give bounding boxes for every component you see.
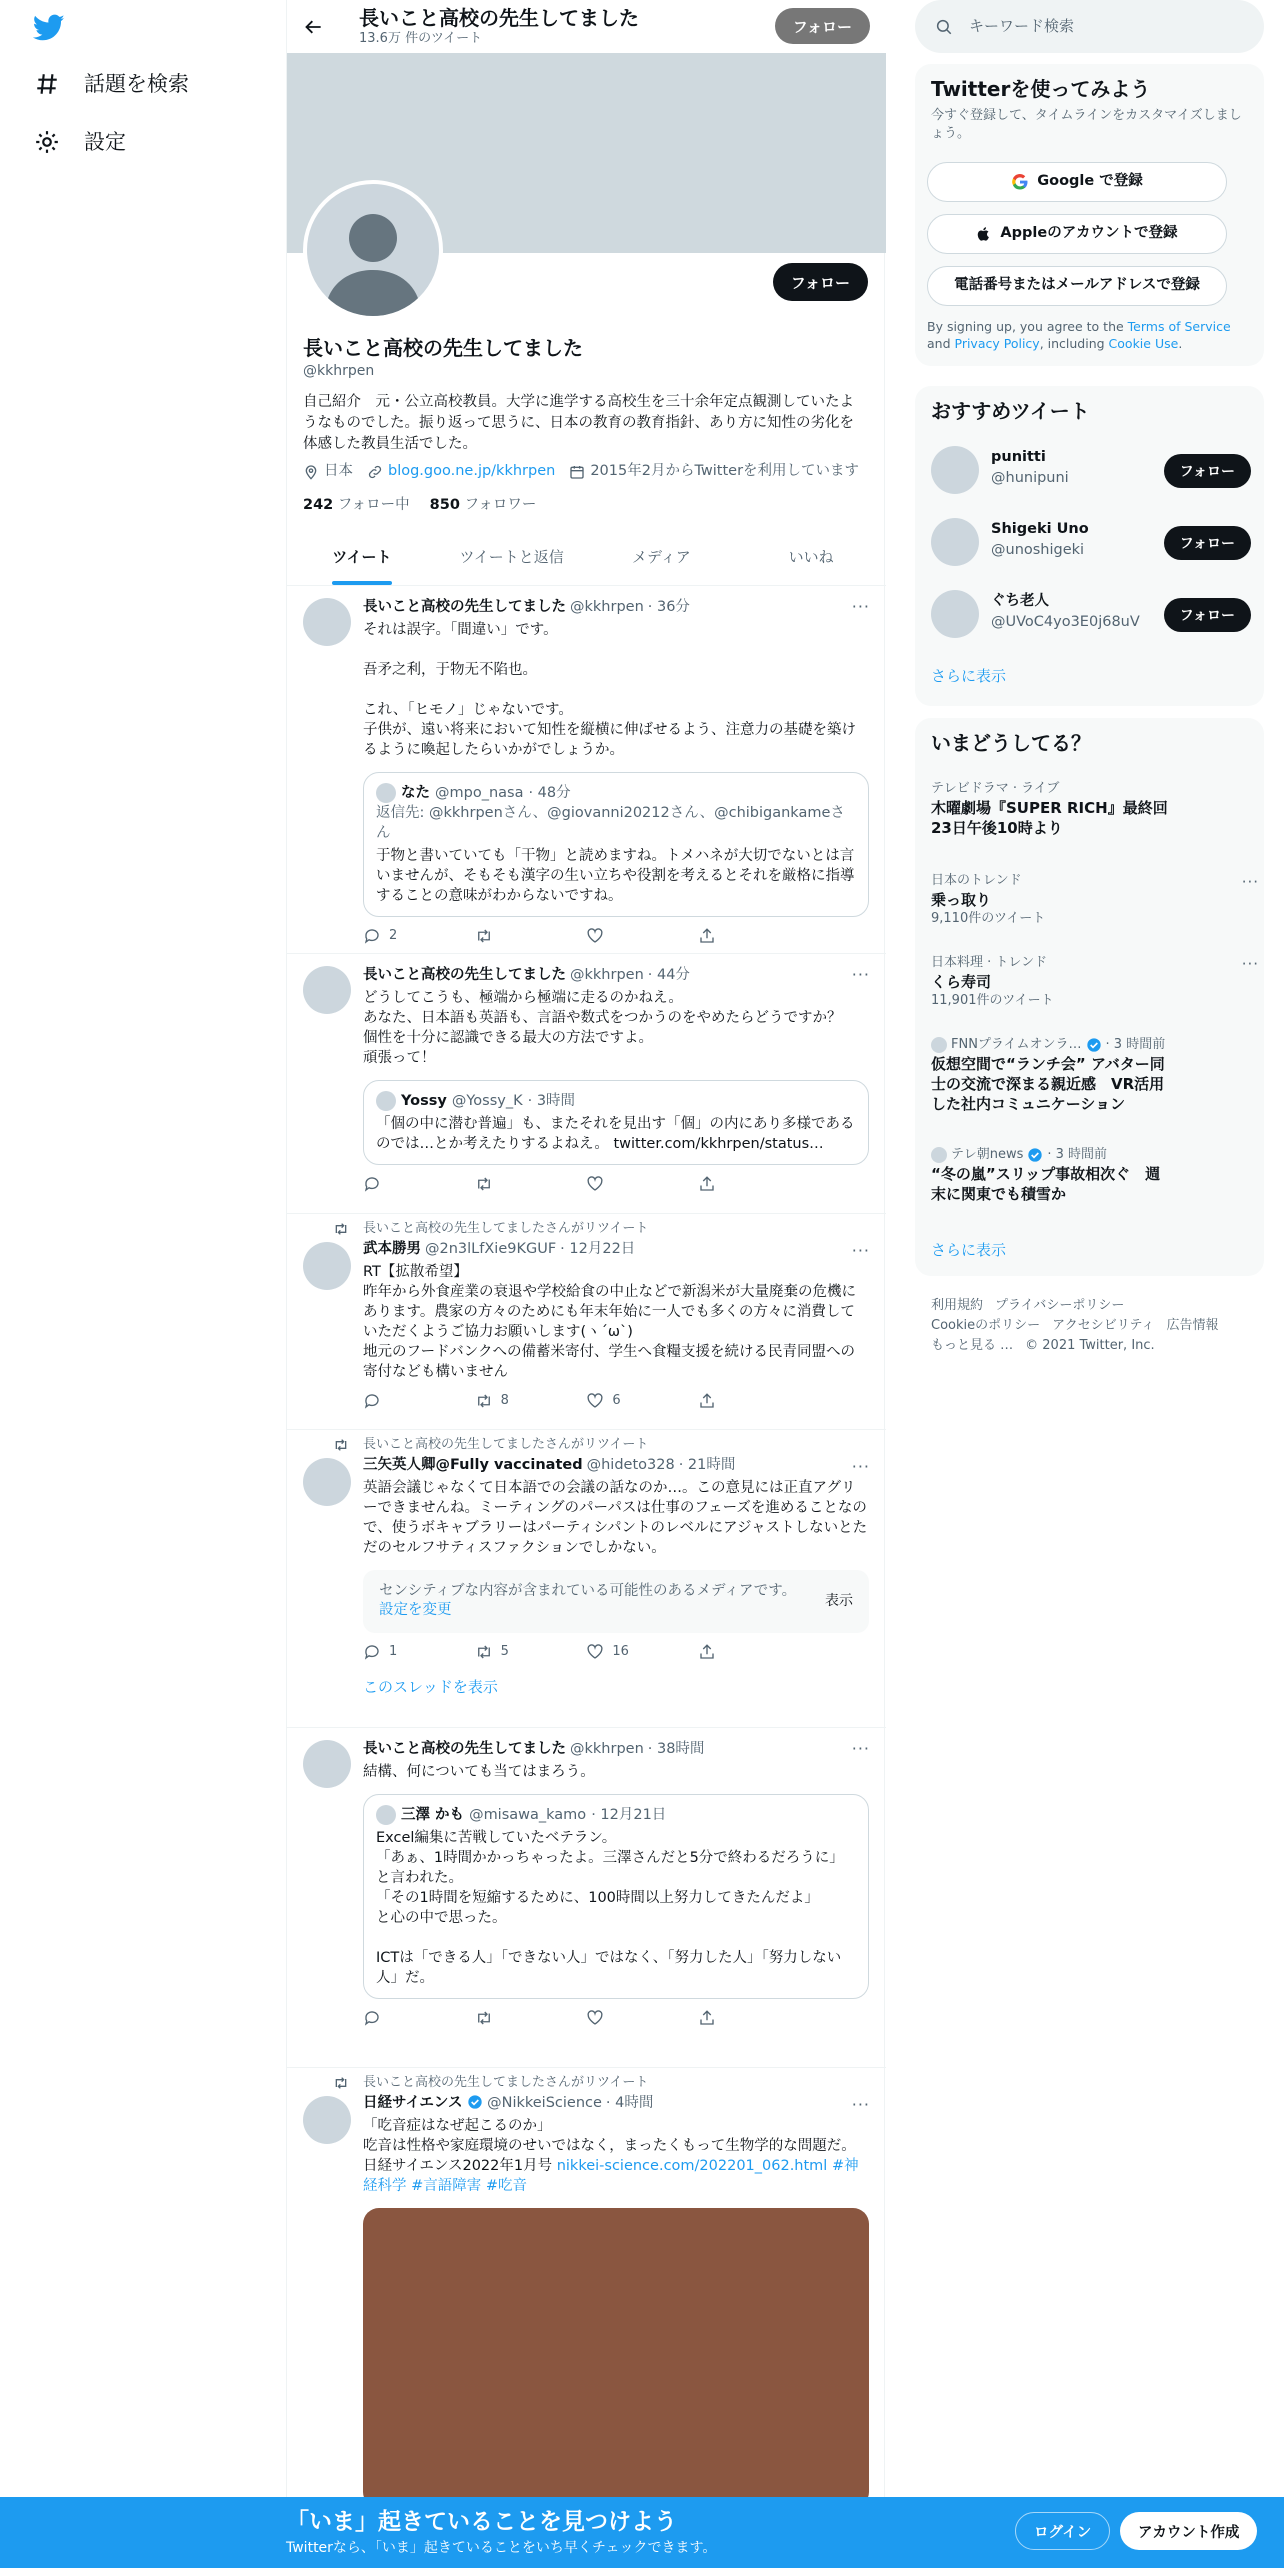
more-icon[interactable]: ··· <box>851 965 870 984</box>
reply-count: 1 <box>389 1643 398 1659</box>
share-icon <box>698 1643 716 1661</box>
news-item[interactable] <box>931 1146 1251 1204</box>
tweet-link[interactable]: nikkei-science.com/202201_062.html <box>556 2157 828 2174</box>
retweet-button[interactable] <box>475 1392 565 1410</box>
heart-icon <box>586 1643 604 1661</box>
tweet-body <box>363 966 869 1193</box>
recommended-handle: @UVoC4yo3E0j68uV <box>991 614 1140 630</box>
quote-header <box>376 783 856 803</box>
quote-header <box>376 1091 856 1111</box>
tweet-header <box>363 2094 869 2114</box>
location-pin-icon <box>303 464 319 480</box>
apple-signup-button[interactable] <box>927 214 1227 254</box>
tweet-author[interactable]: 武本勝男 <box>363 1241 421 1257</box>
trend-item[interactable] <box>931 954 1259 1009</box>
sensitive-message: センシティブな内容が含まれている可能性のあるメディアです。 <box>379 1582 797 1599</box>
tweet-handle[interactable]: @NikkeiScience <box>487 2095 602 2111</box>
tweet-author[interactable]: 三矢英人卿@Fully vaccinated <box>363 1457 583 1473</box>
quote-time: · 12月21日 <box>591 1806 667 1823</box>
news-source-avatar <box>931 1037 947 1053</box>
profile-column <box>286 0 885 2568</box>
tweet-body <box>363 1240 869 1410</box>
quote-header <box>376 1805 856 1825</box>
tab-likes[interactable]: いいね <box>788 548 834 567</box>
tweet-header <box>363 966 869 986</box>
tweet-author[interactable]: 長いこと高校の先生してました <box>363 967 566 983</box>
recommended-show-more[interactable]: さらに表示 <box>931 667 1007 685</box>
profile-name: 長いこと高校の先生してました <box>303 336 583 360</box>
recommended-user[interactable] <box>931 514 1251 570</box>
more-icon[interactable]: ··· <box>851 1457 870 1476</box>
cookie-use-link[interactable]: Cookie Use <box>1108 336 1179 351</box>
tweet-text: それは誤字。「間違い」です。 吾矛之利，于物无不陷也。 これ、「ヒモノ」じゃないです。 子供が、遠い将来において知性を縦横に伸ばせるよう、注意力の基礎を築けるように喚起したらいかがでしょうか。 <box>363 621 856 758</box>
follow-button[interactable]: フォロー <box>1164 454 1251 488</box>
share-icon <box>698 927 716 945</box>
phone-email-signup-label: 電話番号またはメールアドレスで登録 <box>954 277 1200 294</box>
reply-icon <box>363 927 381 945</box>
retweet-label <box>363 2074 648 2092</box>
retweet-icon <box>333 1437 349 1453</box>
tweet-actions <box>363 927 788 945</box>
reply-users: @kkhrpenさん、@giovanni20212さん、@chibigankameさん <box>376 804 845 841</box>
retweet-label <box>363 1436 648 1454</box>
news-time: · 3 時間前 <box>1047 1147 1108 1162</box>
tweet-author[interactable]: 長いこと高校の先生してました <box>363 1741 566 1757</box>
terms-text-4: . <box>1178 336 1183 351</box>
like-button[interactable] <box>586 927 676 945</box>
tweet-media-image[interactable] <box>363 2208 869 2508</box>
privacy-policy-link[interactable]: Privacy Policy <box>954 336 1040 351</box>
trend-context: テレビドラマ · ライブ <box>931 781 1060 796</box>
quote-handle: @misawa_kamo <box>469 1806 587 1823</box>
verified-badge-icon <box>1027 1147 1043 1163</box>
twitter-logo-icon[interactable] <box>33 14 65 42</box>
verified-badge-icon <box>467 2094 483 2110</box>
tweet-time[interactable]: · 21時間 <box>678 1457 736 1473</box>
reply-icon <box>363 2009 381 2027</box>
retweet-button[interactable] <box>475 927 565 945</box>
recommended-title: おすすめツイート <box>931 399 1090 423</box>
retweet-label-text[interactable]: 長いこと高校の先生してましたさんがリツイート <box>363 2075 649 2090</box>
news-time: · 3 時間前 <box>1105 1037 1166 1052</box>
like-button[interactable] <box>586 1175 676 1193</box>
share-button[interactable] <box>698 1392 788 1410</box>
news-source-line <box>931 1036 1251 1054</box>
retweet-icon <box>475 927 493 945</box>
more-icon[interactable]: ··· <box>1241 955 1259 973</box>
footer-link[interactable]: もっと見る … <box>931 1338 1014 1353</box>
search-icon <box>935 18 953 36</box>
reply-button[interactable] <box>363 927 453 945</box>
quote-text <box>376 1114 856 1154</box>
terms-text-2: and <box>927 336 955 351</box>
recommended-name: ぐち老人 <box>991 593 1049 609</box>
quote-avatar <box>376 1091 396 1111</box>
profile-location <box>303 462 353 482</box>
tweet-header <box>363 598 869 618</box>
tweet-time[interactable]: · 38時間 <box>647 1741 705 1757</box>
following-stat[interactable] <box>303 496 410 516</box>
retweet-label-text[interactable]: 長いこと高校の先生してましたさんがリツイート <box>363 1437 649 1452</box>
share-button[interactable] <box>698 927 788 945</box>
quote-text: Excel編集に苦戦していたベテラン。 「あぁ、1時間かかっちゃったよ。三澤さんだと5分で終わるだろうに」 と言われた。 「その1時間を短縮するために、100時間以上努力してきたんだよ」 と心の中で思った。 ICTは「できる人」「できない人」ではなく、「努力した人」「努力しない人」だ。 <box>376 1829 844 1986</box>
news-headline: “冬の嵐”スリップ事故相次ぐ 週末に関東でも積雪か <box>931 1164 1161 1203</box>
search-placeholder: キーワード検索 <box>969 17 1075 36</box>
profile-meta <box>303 462 873 482</box>
reply-button[interactable] <box>363 2009 453 2027</box>
retweet-label-text[interactable]: 長いこと高校の先生してましたさんがリツイート <box>363 1221 649 1236</box>
news-headline: 仮想空間で“ランチ会” アバター同士の交流で深まる親近感 VR活用した社内コミュニケーション <box>931 1054 1165 1113</box>
avatar <box>931 446 979 494</box>
share-icon <box>698 1175 716 1193</box>
quote-time: · 48分 <box>528 784 571 801</box>
tweet-actions <box>363 2009 788 2027</box>
recommended-handle: @hunipuni <box>991 470 1069 486</box>
retweet-icon <box>475 1392 493 1410</box>
signup-bottom-bar <box>0 2497 1284 2568</box>
tweet-handle[interactable]: @kkhrpen <box>570 967 644 983</box>
trends-panel <box>915 718 1264 1276</box>
footer-link[interactable]: Cookieのポリシー <box>931 1318 1041 1333</box>
tweet-time[interactable]: · 44分 <box>647 967 690 983</box>
more-icon[interactable]: ··· <box>851 2095 870 2114</box>
bottom-bar-subtitle: Twitterなら、「いま」起きていることをいち早くチェックできます。 <box>286 2540 717 2556</box>
joined-text: 2015年2月からTwitterを利用しています <box>590 463 860 479</box>
calendar-icon <box>569 464 585 480</box>
footer-link[interactable]: 広告情報 <box>1166 1318 1219 1333</box>
tweet-actions <box>363 1175 788 1193</box>
retweet-button[interactable] <box>475 2009 565 2027</box>
tweet[interactable] <box>287 1430 886 1728</box>
tweet-handle[interactable]: @hideto328 <box>586 1457 675 1473</box>
like-count: 6 <box>612 1392 621 1408</box>
retweet-icon <box>475 1175 493 1193</box>
avatar[interactable] <box>303 1242 351 1290</box>
reply-button[interactable] <box>363 1643 453 1661</box>
follow-button[interactable]: フォロー <box>773 263 868 301</box>
heart-icon <box>586 1175 604 1193</box>
quote-text-plain: 「個の中に潜む普遍」も、またそれを見出す「個」の内にあり多様であるのでは…とか考えたりするよねえ。 <box>376 1115 855 1152</box>
signup-subtitle: 今すぐ登録して、タイムラインをカスタマイズしましょう。 <box>931 108 1242 141</box>
apple-icon <box>976 225 992 243</box>
trend-name: くら寿司 <box>931 972 992 991</box>
recommended-name: Shigeki Uno <box>991 521 1089 537</box>
footer-link[interactable]: アクセシビリティ <box>1052 1318 1155 1333</box>
more-icon[interactable]: ··· <box>851 1241 870 1260</box>
bottom-bar-title: 「いま」起きていることを見つけよう <box>286 2509 677 2535</box>
quote-avatar <box>376 783 396 803</box>
tweet-actions <box>363 1643 788 1661</box>
quote-reply-to <box>376 803 856 843</box>
tweet-body <box>363 2094 869 2508</box>
tweet-time[interactable]: · 4時間 <box>605 2095 654 2111</box>
header-name: 長いこと高校の先生してました <box>359 6 639 30</box>
trend-context: 日本のトレンド <box>931 873 1022 888</box>
trend-context: 日本料理 · トレンド <box>931 955 1048 970</box>
tweet-header <box>363 1456 869 1476</box>
tweet-body <box>363 598 869 945</box>
footer-link[interactable]: プライバシーポリシー <box>995 1298 1125 1313</box>
like-count: 16 <box>612 1643 629 1659</box>
tweet-handle[interactable]: @kkhrpen <box>570 599 644 615</box>
followers-stat[interactable] <box>430 496 537 516</box>
tab-media[interactable]: メディア <box>631 548 691 567</box>
news-source-avatar <box>931 1147 947 1163</box>
signup-button[interactable]: アカウント作成 <box>1120 2512 1257 2550</box>
tweet-handle[interactable]: @kkhrpen <box>570 1741 644 1757</box>
retweet-count: 8 <box>500 1392 509 1408</box>
news-source: FNNプライムオンラ… <box>951 1037 1082 1052</box>
reply-icon <box>363 1643 381 1661</box>
share-icon <box>698 1392 716 1410</box>
nav-explore-label: 話題を検索 <box>84 72 189 96</box>
terms-of-service-link[interactable]: Terms of Service <box>1127 319 1231 334</box>
nav-settings-label: 設定 <box>84 130 126 154</box>
like-button[interactable] <box>586 2009 676 2027</box>
recommended-user[interactable] <box>931 442 1251 498</box>
tweet-time[interactable]: · 12月22日 <box>560 1241 636 1257</box>
trends-title: いまどうしてる？ <box>931 731 1091 755</box>
left-nav <box>0 0 286 2568</box>
follow-button[interactable]: フォロー <box>1164 598 1251 632</box>
quote-author: Yossy <box>401 1092 447 1109</box>
quote-handle: @Yossy_K <box>451 1092 523 1109</box>
followers-count: 850 <box>429 497 460 513</box>
trend-count: 9,110件のツイート <box>931 910 1046 926</box>
trend-count: 11,901件のツイート <box>931 992 1054 1008</box>
news-item[interactable] <box>931 1036 1251 1114</box>
quote-author: 三澤 かも <box>401 1806 465 1823</box>
quote-handle: @mpo_nasa <box>435 784 524 801</box>
tweet-hashtags[interactable]: #神経科学 #言語障害 #吃音 <box>363 2157 859 2194</box>
phone-email-signup-button[interactable] <box>927 266 1227 306</box>
profile-bio: 自己紹介 元・公立高校教員。大学に進学する高校生を三十余年定点観測していたようなものでした。振り返って思うに、日本の教育の教育指針、あり方に知性の劣化を体感した教員生活でした。 <box>303 394 854 452</box>
signup-terms <box>927 318 1252 352</box>
trends-show-more[interactable]: さらに表示 <box>931 1241 1007 1259</box>
retweet-label <box>363 1220 648 1238</box>
header-tweet-count: 13.6万 件のツイート <box>359 31 483 46</box>
trend-item[interactable] <box>931 872 1259 927</box>
login-button[interactable]: ログイン <box>1015 2512 1110 2550</box>
link-icon <box>367 464 383 480</box>
verified-badge-icon <box>1086 1037 1102 1053</box>
avatar[interactable] <box>303 1740 351 1788</box>
nav-explore[interactable] <box>34 70 189 98</box>
tweet[interactable] <box>287 2068 886 2568</box>
tweet[interactable] <box>287 1728 886 2068</box>
quote-avatar <box>376 1805 396 1825</box>
profile-follow-stats <box>303 496 536 516</box>
tweet-text: RT【拡散希望】 昨年から外食産業の衰退や学校給食の中止などで新潟米が大量廃棄の危機にあります。農家の方々のためにも年末年始に一人でも多くの方々に消費していただくようご協力お願いします(ヽ´ω`) 地元のフードバンクへの備蓄米寄付、学生へ食糧支援を続ける民青同盟への寄付なども構いません <box>363 1263 856 1380</box>
arrow-left-icon <box>304 17 324 37</box>
tweet-text <box>363 2116 869 2196</box>
reply-count: 2 <box>389 927 398 943</box>
profile-header-bar <box>287 0 886 53</box>
followers-label: フォロワー <box>464 497 537 513</box>
tweet-body <box>363 1456 869 1697</box>
sensitive-media-notice <box>363 1570 869 1633</box>
quote-link[interactable]: twitter.com/kkhrpen/status… <box>613 1135 824 1152</box>
heart-icon <box>586 2009 604 2027</box>
tweet-body <box>363 1740 869 2027</box>
quote-time: · 3時間 <box>527 1092 576 1109</box>
copyright: © 2021 Twitter, Inc. <box>1025 1338 1155 1353</box>
sensitive-text <box>379 1582 799 1621</box>
signup-panel <box>915 64 1264 366</box>
tweet-header <box>363 1240 869 1260</box>
trend-item[interactable] <box>931 780 1251 838</box>
signup-title: Twitterを使ってみよう <box>931 77 1151 101</box>
gear-icon <box>34 129 60 155</box>
avatar[interactable] <box>303 2096 351 2144</box>
location-text: 日本 <box>324 463 353 479</box>
quoted-tweet[interactable] <box>363 772 869 917</box>
reply-button[interactable] <box>363 1175 453 1193</box>
retweet-icon <box>333 2075 349 2091</box>
following-label: フォロー中 <box>337 497 410 513</box>
reply-icon <box>363 1392 381 1410</box>
avatar[interactable] <box>303 1458 351 1506</box>
tweet-text-plain: 「吃音症はなぜ起こるのか」 吃音は性格や家庭環境のせいではなく，まったくもって生物学的な問題だ。 日経サイエンス2022年1月号 <box>363 2117 856 2174</box>
tweet[interactable] <box>287 954 886 1214</box>
tweet-handle[interactable]: @2n3lLfXie9KGUF <box>425 1241 557 1257</box>
quoted-tweet[interactable] <box>363 1080 869 1165</box>
share-icon <box>698 2009 716 2027</box>
retweet-button[interactable] <box>475 1643 565 1661</box>
tweet-text: どうしてこうも、極端から極端に走るのかねえ。 あなた、日本語も英語も、言語や数式をつかうのをやめたらどうですか？ 個性を十分に認識できる最大の方法ですよ。 頑張って！ <box>363 989 842 1066</box>
share-button[interactable] <box>698 1175 788 1193</box>
avatar <box>931 590 979 638</box>
quoted-tweet[interactable] <box>363 1794 869 1999</box>
tweet-header <box>363 1740 869 1760</box>
more-icon[interactable]: ··· <box>851 597 870 616</box>
profile-handle: @kkhrpen <box>303 363 375 379</box>
tweet-time[interactable]: · 36分 <box>647 599 690 615</box>
google-signup-button[interactable] <box>927 162 1227 202</box>
trend-name: 木曜劇場『SUPER RICH』最終回 23日午後10時より <box>931 798 1168 837</box>
tweet[interactable] <box>287 586 886 954</box>
back-button[interactable] <box>299 12 329 42</box>
change-settings-link[interactable]: 設定を変更 <box>379 1602 452 1619</box>
avatar[interactable] <box>303 598 351 646</box>
tweet-author[interactable]: 日経サイエンス <box>363 2095 463 2111</box>
profile-joined <box>569 462 859 482</box>
search-input[interactable] <box>915 0 1264 53</box>
reply-prefix: 返信先: <box>376 804 429 821</box>
default-avatar-icon <box>307 184 439 316</box>
google-icon <box>1011 173 1029 191</box>
nav-settings[interactable] <box>34 128 126 156</box>
tweet-text: 英語会議じゃなくて日本語での会議の話なのか…。この意見には正直アグリーできませんね。ミーティングのパーパスは仕事のフェーズを進めることなので、使うボキャブラリーはパーティシパントのレベルにアジャストしないとただのセルフサティスファクションでしかない。 <box>363 1479 868 1556</box>
follow-button[interactable]: フォロー <box>1164 526 1251 560</box>
tweet-actions <box>363 1392 788 1410</box>
like-button[interactable] <box>586 1392 676 1410</box>
tweet[interactable] <box>287 1214 886 1430</box>
heart-icon <box>586 1392 604 1410</box>
google-signup-label: Google で登録 <box>1037 173 1143 190</box>
trend-name: 乗っ取り <box>931 890 992 909</box>
tweet-author[interactable]: 長いこと高校の先生してました <box>363 599 566 615</box>
retweet-button[interactable] <box>475 1175 565 1193</box>
recommended-user[interactable] <box>931 586 1251 642</box>
heart-icon <box>586 927 604 945</box>
website-link[interactable]: blog.goo.ne.jp/kkhrpen <box>388 463 556 479</box>
recommended-panel <box>915 386 1264 706</box>
reply-icon <box>363 1175 381 1193</box>
news-source: テレ朝news <box>951 1147 1024 1162</box>
footer-link[interactable]: 利用規約 <box>931 1298 984 1313</box>
tab-tweets[interactable]: ツイート <box>287 530 437 585</box>
footer-links <box>931 1296 1251 1356</box>
show-media-button[interactable]: 表示 <box>825 1592 853 1609</box>
like-button[interactable] <box>586 1643 676 1661</box>
avatar[interactable] <box>303 966 351 1014</box>
retweet-count: 5 <box>500 1643 509 1659</box>
show-thread-link[interactable]: このスレッドを表示 <box>363 1677 498 1696</box>
more-icon[interactable]: ··· <box>851 1739 870 1758</box>
terms-text-3: , including <box>1039 336 1109 351</box>
avatar <box>931 518 979 566</box>
profile-avatar[interactable] <box>303 180 443 320</box>
tweet-text: 結構、何についても当てはまろう。 <box>363 1763 595 1780</box>
header-follow-button[interactable]: フォロー <box>775 8 870 44</box>
profile-website[interactable] <box>367 462 555 482</box>
tab-tweets-replies[interactable]: ツイートと返信 <box>459 548 564 567</box>
share-button[interactable] <box>698 2009 788 2027</box>
recommended-handle: @unoshigeki <box>991 542 1085 558</box>
recommended-name: punitti <box>991 449 1046 465</box>
following-count: 242 <box>303 497 334 513</box>
quote-author: なた <box>401 784 430 801</box>
retweet-icon <box>333 1221 349 1237</box>
news-source-line <box>931 1146 1251 1164</box>
right-sidebar <box>915 0 1264 2568</box>
retweet-icon <box>475 2009 493 2027</box>
terms-text-1: By signing up, you agree to the <box>927 319 1128 334</box>
quote-text: 于物と書いていても「干物」と読めますね。トメハネが大切でないとは言いませんが、そもそも漢字の生い立ちや役割を考えるとそれを厳格に指導することの意味がわからないですね。 <box>376 847 855 904</box>
retweet-icon <box>475 1643 493 1661</box>
reply-button[interactable] <box>363 1392 453 1410</box>
share-button[interactable] <box>698 1643 788 1661</box>
apple-signup-label: Appleのアカウントで登録 <box>1000 225 1178 242</box>
profile-tabs <box>287 530 886 586</box>
hashtag-icon <box>34 71 60 97</box>
more-icon[interactable]: ··· <box>1241 873 1259 891</box>
